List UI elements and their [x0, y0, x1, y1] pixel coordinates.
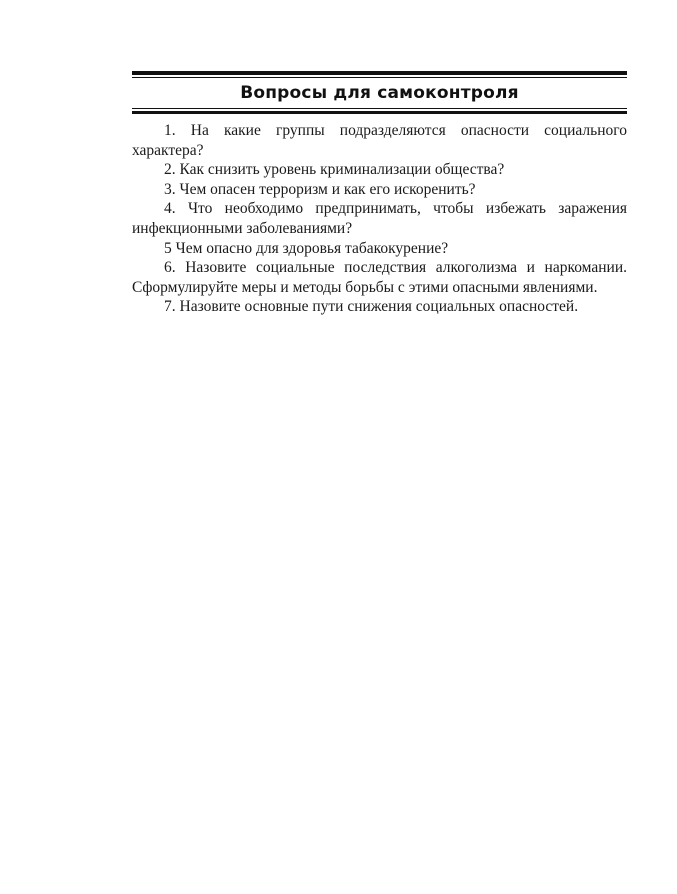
question-item: 1. На какие группы подразделяются опасности социального характера?: [132, 122, 627, 159]
question-item: 5 Чем опасно для здоровья табакокурение?: [164, 239, 449, 257]
bottom-rule-thick: [132, 111, 627, 114]
section-header: [132, 71, 627, 114]
question-item: 3. Чем опасен терроризм и как его искоренить?: [164, 180, 476, 198]
questions-list: [132, 121, 627, 317]
question-item: 4. Что необходимо предпринимать, чтобы избежать заражения инфекционными заболеваниями?: [132, 200, 627, 237]
section-title: Вопросы для самоконтроля: [240, 83, 519, 103]
question-item: 2. Как снизить уровень криминализации общества?: [164, 161, 505, 179]
question-item: 6. Назовите социальные последствия алкоголизма и наркомании. Сформулируйте меры и методы борьбы с этими опасными явлениями.: [132, 259, 627, 296]
question-item: 7. Назовите основные пути снижения социальных опасностей.: [164, 298, 579, 316]
